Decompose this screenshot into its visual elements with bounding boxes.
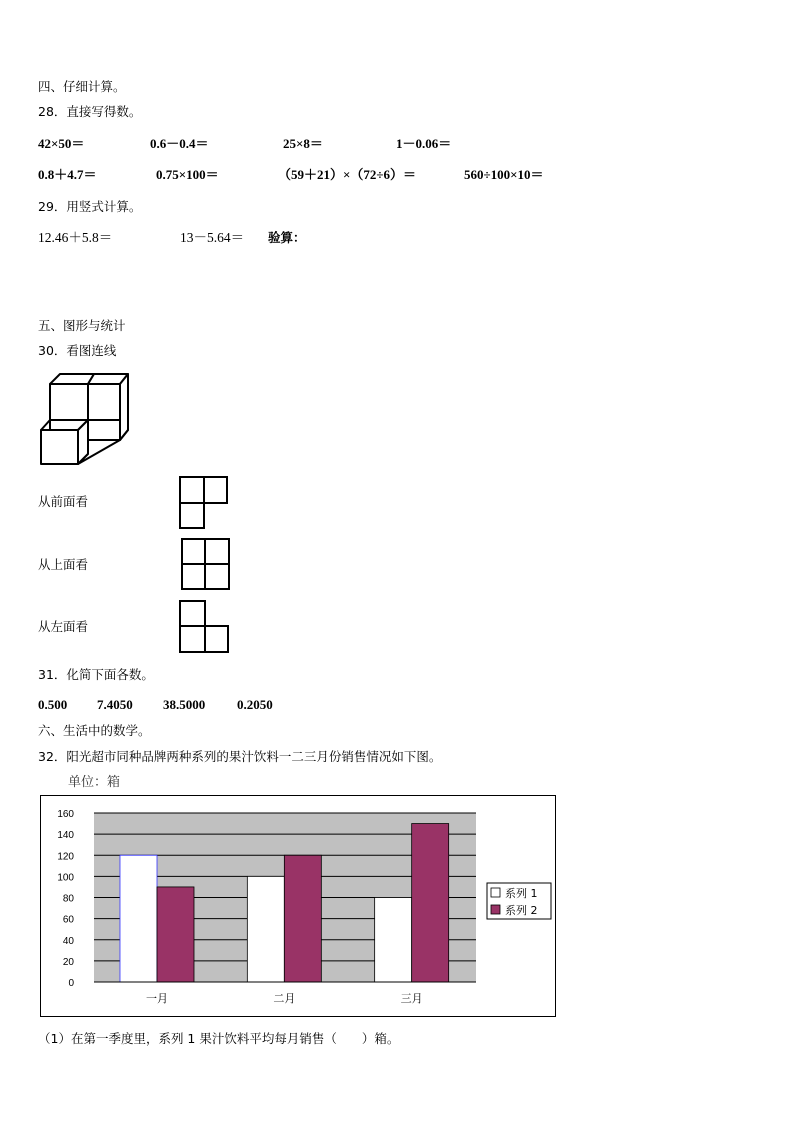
q28-item-4: 1－0.06＝ (396, 136, 452, 151)
chart-unit-label: 单位：箱 (68, 775, 121, 790)
bar-2 (412, 824, 449, 982)
section-6-title: 六、生活中的数学。 (38, 723, 151, 738)
front-view-grid[interactable] (178, 475, 230, 531)
y-tick-label: 160 (57, 809, 74, 820)
x-tick-label: 三月 (400, 992, 423, 1005)
q31-number-1: 0.500 (38, 697, 68, 712)
q29-check-label: 验算： (268, 230, 306, 245)
q31-number-3: 38.5000 (163, 697, 206, 712)
q29-item-2: 13－5.64＝ (180, 230, 245, 245)
q28-item-7: （59＋21）×（72÷6）＝ (278, 167, 417, 182)
q28-item-6: 0.75×100＝ (156, 167, 219, 182)
left-view-grid[interactable] (178, 599, 232, 655)
q28-title: 28．直接写得数。 (38, 104, 142, 119)
view-label-left: 从左面看 (38, 619, 89, 634)
view-label-top: 从上面看 (38, 557, 89, 572)
cube-solid-figure (38, 370, 138, 470)
q29-title: 29．用竖式计算。 (38, 199, 142, 214)
top-view-grid[interactable] (178, 536, 232, 592)
q28-item-5: 0.8＋4.7＝ (38, 167, 97, 182)
bar-1 (375, 898, 412, 983)
legend-label-1: 系列 1 (505, 887, 538, 900)
q28-item-8: 560÷100×10＝ (464, 167, 544, 182)
x-tick-label: 二月 (273, 992, 296, 1005)
y-tick-label: 100 (57, 872, 74, 884)
section-5-title: 五、图形与统计 (38, 318, 126, 333)
y-tick-label: 20 (62, 956, 74, 968)
legend-swatch-1 (491, 888, 500, 897)
section-4-title: 四、仔细计算。 (38, 79, 126, 94)
q31-number-4: 0.2050 (237, 697, 273, 712)
q30-title: 30．看图连线 (38, 343, 117, 358)
q28-item-1: 42×50＝ (38, 136, 85, 151)
bar-2 (284, 855, 321, 982)
legend-swatch-2 (491, 905, 500, 914)
y-tick-label: 0 (68, 978, 74, 989)
bar-1 (120, 855, 157, 982)
x-tick-label: 一月 (146, 992, 168, 1005)
q31-number-2: 7.4050 (97, 697, 133, 712)
q32-sub-question-1: （1）在第一季度里，系列 1 果汁饮料平均每月销售（ ）箱。 (38, 1031, 400, 1046)
q29-item-1: 12.46＋5.8＝ (38, 230, 113, 245)
q31-title: 31．化简下面各数。 (38, 667, 154, 682)
bar-2 (157, 887, 194, 982)
q32-title: 32．阳光超市同种品牌两种系列的果汁饮料一二三月份销售情况如下图。 (38, 749, 442, 764)
y-tick-label: 120 (57, 851, 74, 863)
y-tick-label: 40 (62, 935, 74, 947)
y-tick-label: 60 (62, 914, 74, 926)
view-label-front: 从前面看 (38, 494, 89, 509)
legend-label-2: 系列 2 (505, 904, 538, 917)
q28-item-2: 0.6－0.4＝ (150, 136, 209, 151)
q28-item-3: 25×8＝ (283, 136, 323, 151)
sales-bar-chart (40, 795, 556, 1017)
y-tick-label: 80 (62, 893, 74, 905)
y-tick-label: 140 (57, 830, 74, 842)
bar-1 (247, 876, 284, 982)
chart-canvas (41, 796, 555, 1016)
